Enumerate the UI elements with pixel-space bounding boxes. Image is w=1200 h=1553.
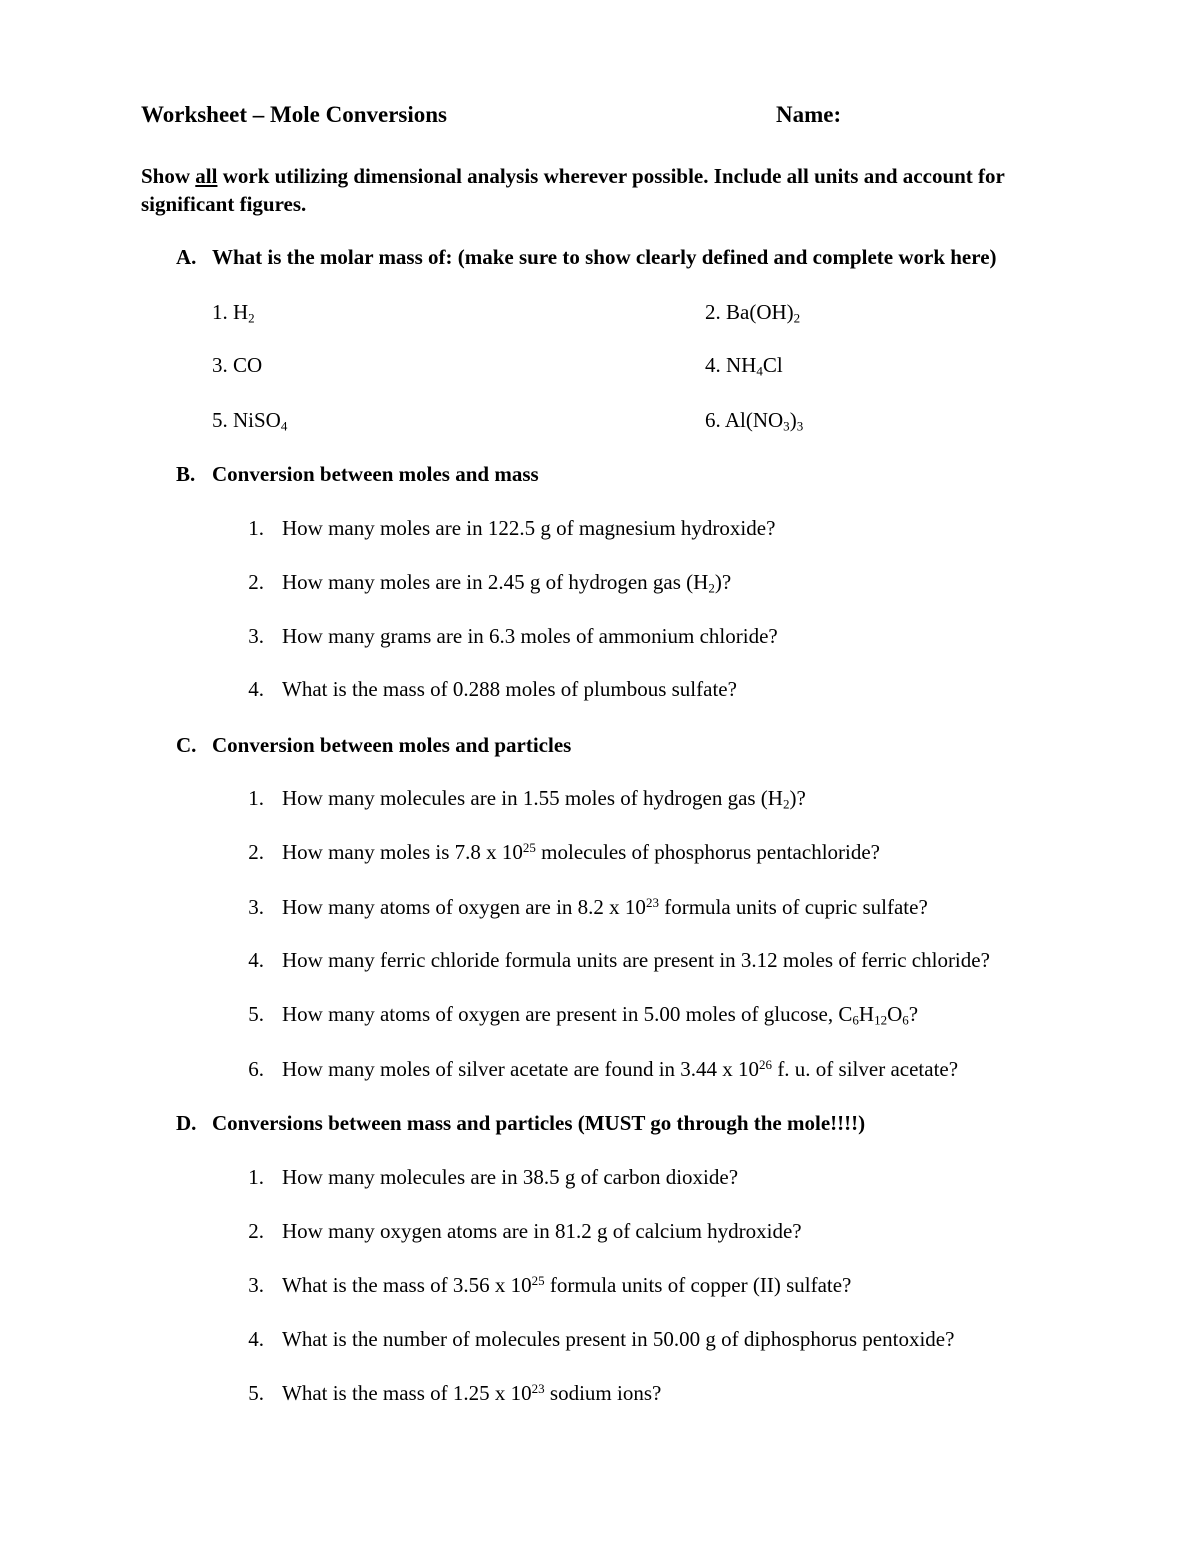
- question-number: 4.: [248, 948, 264, 972]
- instructions-emphasis: all: [195, 164, 218, 188]
- molar-mass-item: 5. NiSO$_4$: [212, 408, 288, 434]
- question-number: 3.: [248, 1273, 264, 1297]
- question-number: 3.: [248, 895, 264, 919]
- question-number: 1.: [248, 786, 264, 810]
- question-text: How many oxygen atoms are in 81.2 g of calcium hydroxide?: [282, 1219, 802, 1243]
- molar-mass-item: 2. $Ba(OH)_2$: [705, 300, 801, 326]
- question-text: How many molecules are in 1.55 moles of hydrogen gas $(H_2)$?: [282, 786, 806, 812]
- molar-mass-item: 3. CO: [212, 353, 263, 377]
- worksheet-title: Worksheet – Mole Conversions: [141, 102, 448, 127]
- question-text: How many ferric chloride formula units are present in 3.12 moles of ferric chloride?: [282, 948, 990, 972]
- name-label: Name:: [776, 102, 842, 127]
- question-text: How many atoms of oxygen are present in 5.00 moles of glucose, $C_6H_{12}O_6$?: [282, 1002, 919, 1028]
- molar-mass-item: 4. $NH_4Cl$: [705, 353, 783, 379]
- question-number: 2.: [248, 840, 264, 864]
- question-number: 1.: [248, 1165, 264, 1189]
- question-text: What is the mass of 1.25 x $10^{23}$ sodium ions?: [282, 1380, 662, 1405]
- question-number: 4.: [248, 1327, 264, 1351]
- question-number: 2.: [248, 1219, 264, 1243]
- section-a-letter: A.: [176, 245, 197, 269]
- molar-mass-item: 1. $H_2$: [212, 300, 255, 326]
- question-number: 5.: [248, 1381, 264, 1405]
- section-d-heading: Conversions between mass and particles (MUST go through the mole!!!!): [212, 1111, 866, 1135]
- section-a-heading: What is the molar mass of: (make sure to show clearly defined and complete work here): [212, 245, 997, 269]
- question-text: How many moles are in 122.5 g of magnesium hydroxide?: [282, 516, 776, 540]
- question-number: 5.: [248, 1002, 264, 1026]
- section-b-heading: Conversion between moles and mass: [212, 462, 539, 486]
- section-c-heading: Conversion between moles and particles: [212, 733, 572, 757]
- question-text: How many moles of silver acetate are found in 3.44 x $10^{26}$ f. u. of silver acetate?: [282, 1056, 959, 1081]
- question-text: What is the number of molecules present in 50.00 g of diphosphorus pentoxide?: [282, 1327, 955, 1351]
- section-d-letter: D.: [176, 1111, 197, 1135]
- molar-mass-item: 6. $Al(NO_3)_3$: [705, 408, 804, 434]
- section-b-letter: B.: [176, 462, 196, 486]
- question-number: 4.: [248, 677, 264, 701]
- question-text: How many grams are in 6.3 moles of ammonium chloride?: [282, 624, 778, 648]
- section-c-letter: C.: [176, 733, 197, 757]
- instructions: Show all work utilizing dimensional analysis wherever possible. Include all units and account for significant figures.: [141, 164, 1005, 216]
- question-number: 1.: [248, 516, 264, 540]
- question-text: How many molecules are in 38.5 g of carbon dioxide?: [282, 1165, 739, 1189]
- question-text: How many moles is 7.8 x $10^{25}$ molecules of phosphorus pentachloride?: [282, 839, 880, 864]
- question-number: 2.: [248, 570, 264, 594]
- question-number: 3.: [248, 624, 264, 648]
- question-text: What is the mass of 0.288 moles of plumbous sulfate?: [282, 677, 737, 701]
- question-text: How many atoms of oxygen are in 8.2 x $10^{23}$ formula units of cupric sulfate?: [282, 894, 928, 919]
- question-number: 6.: [248, 1057, 264, 1081]
- question-text: What is the mass of 3.56 x $10^{25}$ formula units of copper (II) sulfate?: [282, 1272, 852, 1297]
- question-text: How many moles are in 2.45 g of hydrogen gas $(H_2)$?: [282, 570, 732, 596]
